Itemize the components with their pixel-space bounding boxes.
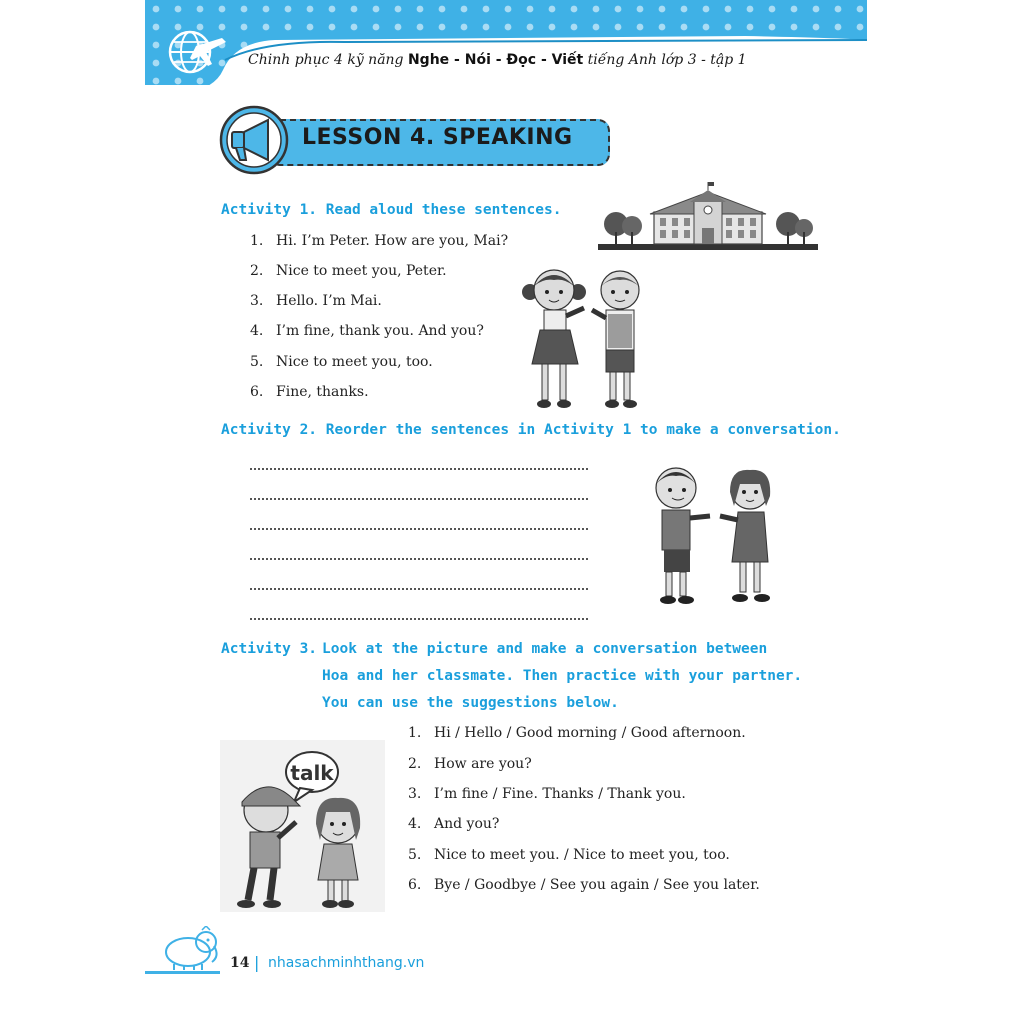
activity-3-item: 4. And you? [408, 816, 500, 832]
header-title: Chinh phục 4 kỹ năng Nghe - Nói - Đọc - Viết tiếng Anh lớp 3 - tập 1 [248, 52, 747, 68]
activity-1-item: 6. Fine, thanks. [250, 384, 369, 400]
activity-1-item: 4. I’m fine, thank you. And you? [250, 323, 484, 339]
school-building-illustration [598, 182, 818, 258]
answer-line[interactable] [250, 588, 588, 590]
activity-3-line: Look at the picture and make a conversation between [322, 641, 768, 657]
website-link[interactable]: nhasachminhthang.vn [268, 955, 425, 971]
activity-3-item: 6. Bye / Goodbye / See you again / See you later. [408, 877, 760, 893]
activity-1-item: 5. Nice to meet you, too. [250, 354, 433, 370]
activity-3-item: 2. How are you? [408, 756, 532, 772]
elephant-icon [150, 926, 222, 976]
activity-1-title: Activity 1. Read aloud these sentences. [221, 202, 562, 218]
answer-line[interactable] [250, 618, 588, 620]
header-band [145, 0, 867, 85]
page-number: 14 [230, 955, 250, 971]
globe-airplane-icon [160, 16, 230, 90]
talking-kids-illustration [220, 740, 385, 916]
activity-3-label: Activity 3. [221, 641, 318, 657]
answer-line[interactable] [250, 498, 588, 500]
activity-3-item: 1. Hi / Hello / Good morning / Good afternoon. [408, 725, 746, 741]
lesson-title: LESSON 4. SPEAKING [302, 125, 573, 150]
answer-line[interactable] [250, 468, 588, 470]
activity-1-item: 1. Hi. I’m Peter. How are you, Mai? [250, 233, 509, 249]
megaphone-icon [218, 104, 290, 180]
boy-and-girl-waving-illustration [640, 462, 790, 616]
activity-3-line: Hoa and her classmate. Then practice with your partner. [322, 668, 803, 684]
activity-2-title: Activity 2. Reorder the sentences in Activity 1 to make a conversation. [221, 422, 841, 438]
activity-3-line: You can use the suggestions below. [322, 695, 619, 711]
footer-rule [145, 971, 220, 974]
answer-line[interactable] [250, 558, 588, 560]
activity-1-item: 2. Nice to meet you, Peter. [250, 263, 447, 279]
footer-separator: | [254, 953, 260, 972]
activity-1-item: 3. Hello. I’m Mai. [250, 293, 382, 309]
girl-and-boy-illustration [520, 264, 650, 418]
header-skills: Nghe - Nói - Đọc - Viết [407, 52, 584, 68]
activity-3-item: 5. Nice to meet you. / Nice to meet you, too. [408, 847, 730, 863]
bubble-text: talk [290, 761, 334, 785]
activity-3-item: 3. I’m fine / Fine. Thanks / Thank you. [408, 786, 686, 802]
answer-line[interactable] [250, 528, 588, 530]
